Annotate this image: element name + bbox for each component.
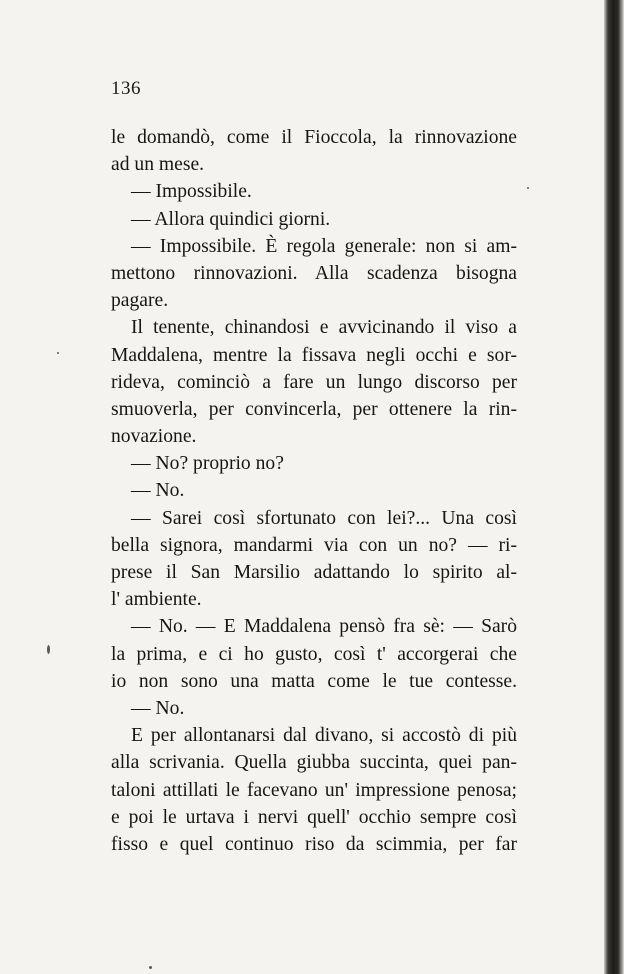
- text-line: E per allontanarsi dal divano, si accostò di più: [131, 725, 517, 747]
- text-line: l' ambiente.: [111, 589, 202, 611]
- text-line: prese il San Marsilio adattando lo spirito al-: [111, 562, 517, 583]
- text-line: — No. — E Maddalena pensò fra sè: — Sarò: [131, 616, 517, 638]
- page-number: 136: [111, 78, 141, 99]
- text-line: mettono rinnovazioni. Alla scadenza bisogna: [111, 262, 517, 284]
- text-line: io non sono una matta come le tue contesse.: [111, 670, 517, 692]
- text-line: rideva, cominciò a fare un lungo discorso per: [111, 371, 517, 393]
- paper-speck: [57, 352, 59, 354]
- body-text: [111, 124, 517, 858]
- text-line: — Impossibile.: [131, 181, 252, 203]
- text-line: Maddalena, mentre la fissava negli occhi e sor-: [111, 344, 517, 366]
- text-line: — No.: [131, 697, 185, 719]
- text-line: Il tenente, chinandosi e avvicinando il viso a: [131, 317, 517, 339]
- text-line: e poi le urtava i nervi quell' occhio sempre così: [111, 806, 517, 828]
- text-line: le domandò, come il Fioccola, la rinnovazione: [111, 127, 517, 148]
- text-line: — Sarei così sfortunato con lei?... Una così: [131, 507, 517, 529]
- paper-speck: [149, 966, 152, 969]
- text-line: fisso e quel continuo riso da scimmia, per far: [111, 833, 517, 855]
- paper-speck: [47, 645, 50, 654]
- text-line: — Impossibile. È regola generale: non si am-: [131, 235, 517, 257]
- text-line: bella signora, mandarmi via con un no? — ri-: [111, 534, 517, 556]
- text-line: la prima, e ci ho gusto, così t' accorgerai che: [111, 643, 517, 665]
- text-line: pagare.: [111, 290, 169, 312]
- text-line: taloni attillati le facevano un' impressione penosa;: [111, 779, 517, 801]
- text-line: novazione.: [111, 426, 197, 448]
- book-binding-edge: [604, 0, 624, 974]
- text-line: — No.: [131, 480, 185, 502]
- text-line: — No? proprio no?: [131, 453, 284, 475]
- text-line: ad un mese.: [111, 154, 205, 176]
- text-line: — Allora quindici giorni.: [131, 208, 331, 230]
- text-line: alla scrivania. Quella giubba succinta, quei pan-: [111, 752, 517, 774]
- paper-speck: [527, 187, 529, 189]
- text-line: smuoverla, per convincerla, per ottenere la rin-: [111, 398, 517, 420]
